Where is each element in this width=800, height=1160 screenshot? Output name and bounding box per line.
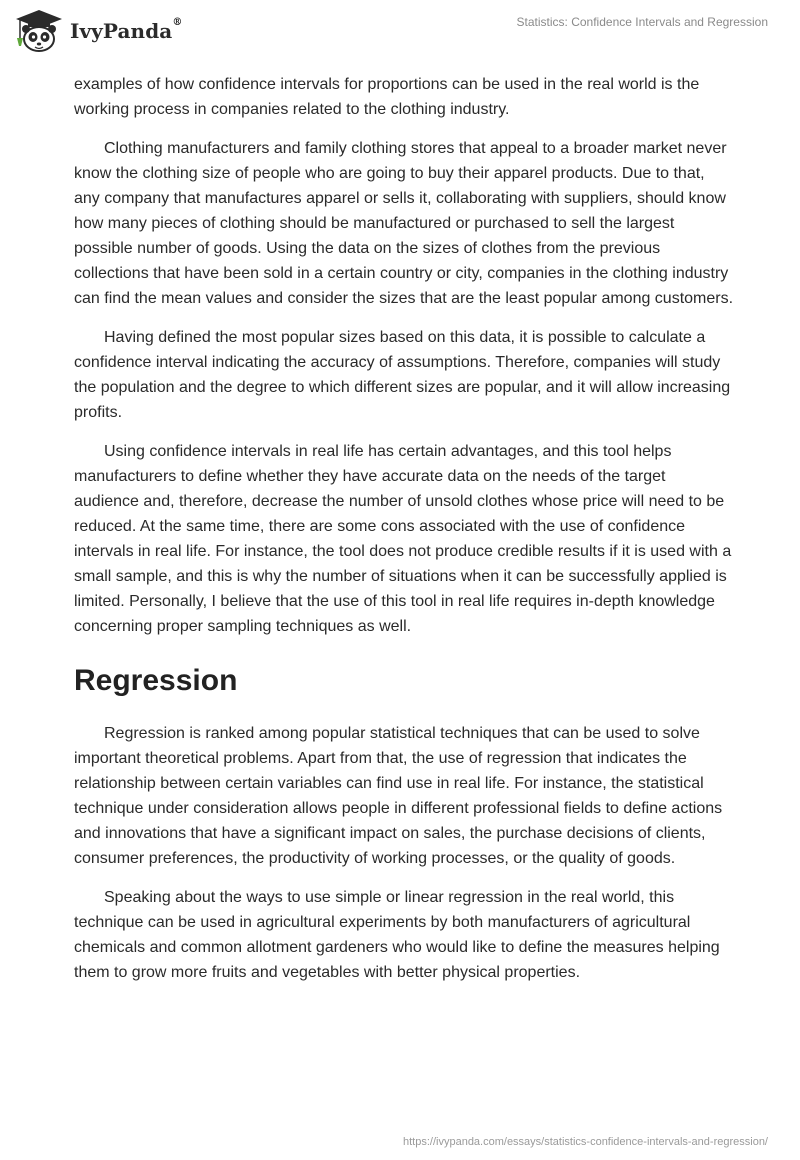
paragraph: Clothing manufacturers and family clothing stores that appeal to a broader market never know the clothing size of people who are going to buy their apparel products. Due to that, any company that manufactures apparel or sells it, collaborating with suppliers, should know how many pieces of clothing should be manufactured or purchased to sell the largest possible number of goods. Using the data on the sizes of clothes from the previous collections that have been sold in a certain country or city, companies in the clothing industry can find the mean values and consider the sizes that are the least popular among customers. [74, 140, 734, 307]
paragraph: Speaking about the ways to use simple or linear regression in the real world, this technique can be used in agricultural experiments by both manufacturers of agricultural chemicals and common allotment gardeners who would like to define the measures helping them to grow more fruits and vegetables with better physical properties. [74, 889, 720, 981]
source-url[interactable]: https://ivypanda.com/essays/statistics-confidence-intervals-and-regression/ [403, 1136, 768, 1148]
document-title: Statistics: Confidence Intervals and Regression [516, 15, 768, 29]
article-body [74, 72, 734, 999]
paragraph: examples of how confidence intervals for proportions can be used in the real world is the working process in companies related to the clothing industry. [74, 76, 700, 118]
page-header [0, 0, 800, 64]
brand-logo[interactable] [14, 8, 182, 54]
panda-graduation-cap-icon [14, 8, 64, 54]
paragraph: Using confidence intervals in real life has certain advantages, and this tool helps manufacturers to define whether they have accurate data on the needs of the target audience and, therefore, decrease the number of unsold clothes whose price will need to be reduced. At the same time, there are some cons associated with the use of confidence intervals in real life. For instance, the tool does not produce credible results if it is used with a small sample, and this is why the number of situations when it can be successfully applied is limited. Personally, I believe that the use of this tool in real life requires in-depth knowledge concerning proper sampling techniques as well. [74, 443, 732, 635]
brand-name: IvyPanda® [70, 17, 183, 43]
section-heading-regression: Regression [74, 664, 238, 697]
paragraph: Having defined the most popular sizes based on this data, it is possible to calculate a confidence interval indicating the accuracy of assumptions. Therefore, companies will study the population and the degree to which different sizes are popular, and it will allow increasing profits. [74, 329, 731, 421]
paragraph: Regression is ranked among popular statistical techniques that can be used to solve important theoretical problems. Apart from that, the use of regression that indicates the relationship between certain variables can find use in real life. For instance, the statistical technique under consideration allows people in different professional fields to define actions and innovations that have a significant impact on sales, the purchase decisions of clients, consumer preferences, the productivity of working processes, or the quality of goods. [74, 725, 723, 867]
